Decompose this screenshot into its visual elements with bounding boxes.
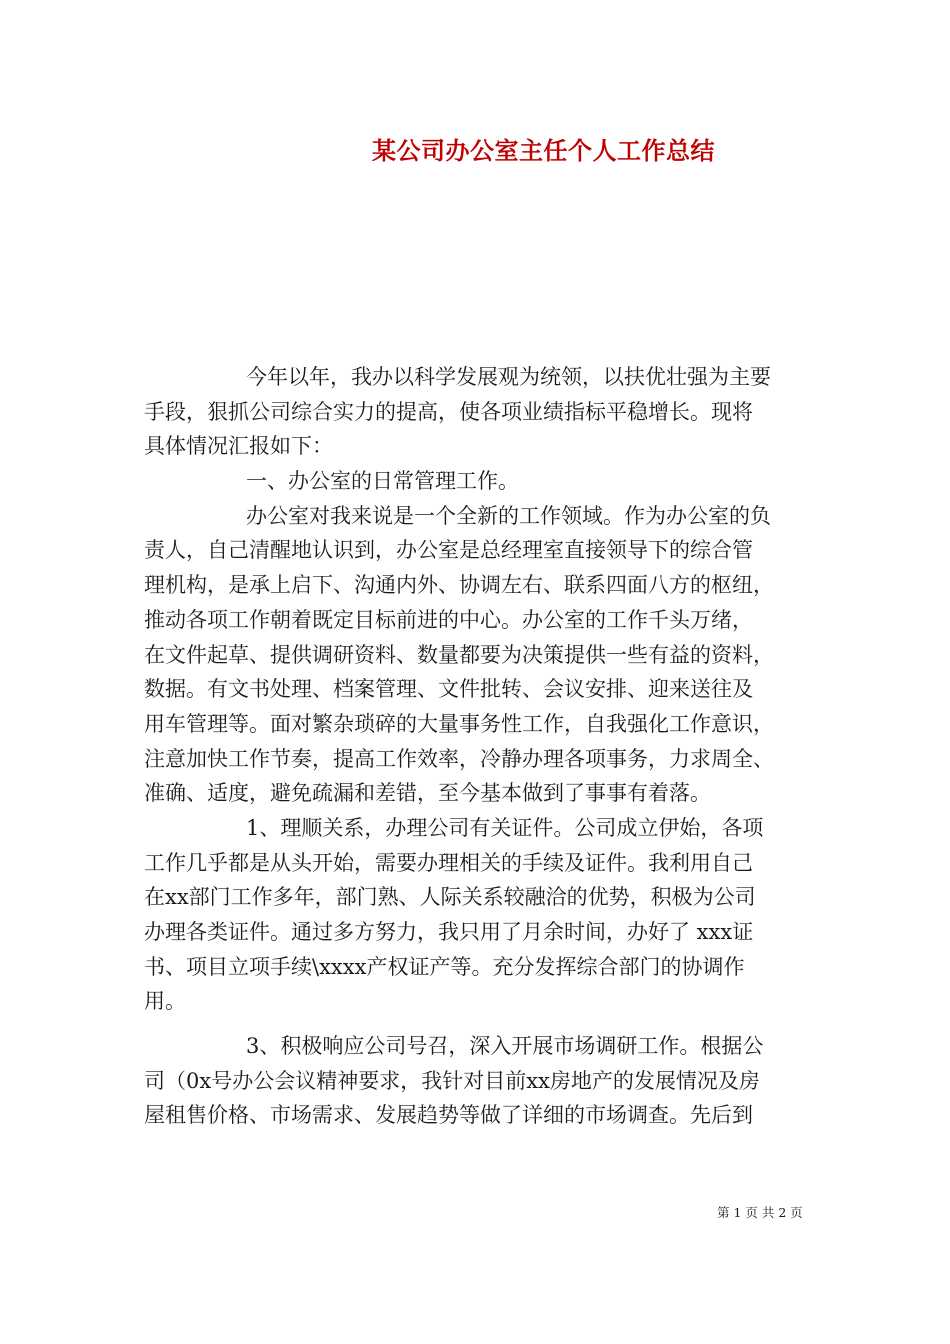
- paragraph-line: 司（0x号办公会议精神要求，我针对目前xx房地产的发展情况及房: [144, 1068, 760, 1093]
- document-title: 某公司办公室主任个人工作总结: [372, 136, 715, 165]
- paragraph-line: 工作几乎都是从头开始，需要办理相关的手续及证件。我利用自己: [144, 850, 753, 875]
- paragraph-line: 用。: [144, 989, 186, 1014]
- paragraph-line: 具体情况汇报如下：: [144, 434, 333, 459]
- paragraph-line: 书、项目立项手续\xxxx产权证产等。充分发挥综合部门的协调作: [144, 954, 745, 979]
- paragraph-line: 用车管理等。面对繁杂琐碎的大量事务性工作，自我强化工作意识，: [144, 711, 774, 736]
- paragraph-line: 手段，狠抓公司综合实力的提高，使各项业绩指标平稳增长。现将: [144, 399, 753, 424]
- paragraph-line: 准确、适度，避免疏漏和差错，至今基本做到了事事有着落。: [144, 781, 711, 806]
- paragraph-gap: [144, 1019, 824, 1029]
- paragraph-line: 数据。有文书处理、档案管理、文件批转、会议安排、迎来送往及: [144, 677, 753, 702]
- section-heading: 一、办公室的日常管理工作。: [246, 469, 519, 494]
- document-body: [144, 360, 824, 1133]
- paragraph-line: 在xx部门工作多年，部门熟、人际关系较融洽的优势，积极为公司: [144, 885, 756, 910]
- paragraph-line: 办公室对我来说是一个全新的工作领域。作为办公室的负: [246, 503, 771, 528]
- paragraph-line: 在文件起草、提供调研资料、数量都要为决策提供一些有益的资料，: [144, 642, 774, 667]
- paragraph-line: 办理各类证件。通过多方努力，我只用了月余时间，办好了 xxx证: [144, 920, 754, 944]
- paragraph-line: 理机构，是承上启下、沟通内外、协调左右、联系四面八方的枢纽，: [144, 573, 774, 598]
- paragraph-line: 注意加快工作节奏，提高工作效率，冷静办理各项事务，力求周全、: [144, 746, 774, 771]
- paragraph-line: 推动各项工作朝着既定目标前进的中心。办公室的工作千头万绪，: [144, 607, 753, 632]
- paragraph-line: 今年以年，我办以科学发展观为统领，以扶优壮强为主要: [246, 365, 771, 389]
- paragraph-line: 责人，自己清醒地认识到，办公室是总经理室直接领导下的综合管: [144, 538, 753, 563]
- paragraph-line: 屋租售价格、市场需求、发展趋势等做了详细的市场调查。先后到: [144, 1103, 753, 1128]
- paragraph-line: 1、理顺关系，办理公司有关证件。公司成立伊始，各项: [246, 815, 764, 840]
- page-number-footer: 第 1 页 共 2 页: [717, 1205, 803, 1220]
- paragraph-line: 3、积极响应公司号召，深入开展市场调研工作。根据公: [246, 1034, 764, 1059]
